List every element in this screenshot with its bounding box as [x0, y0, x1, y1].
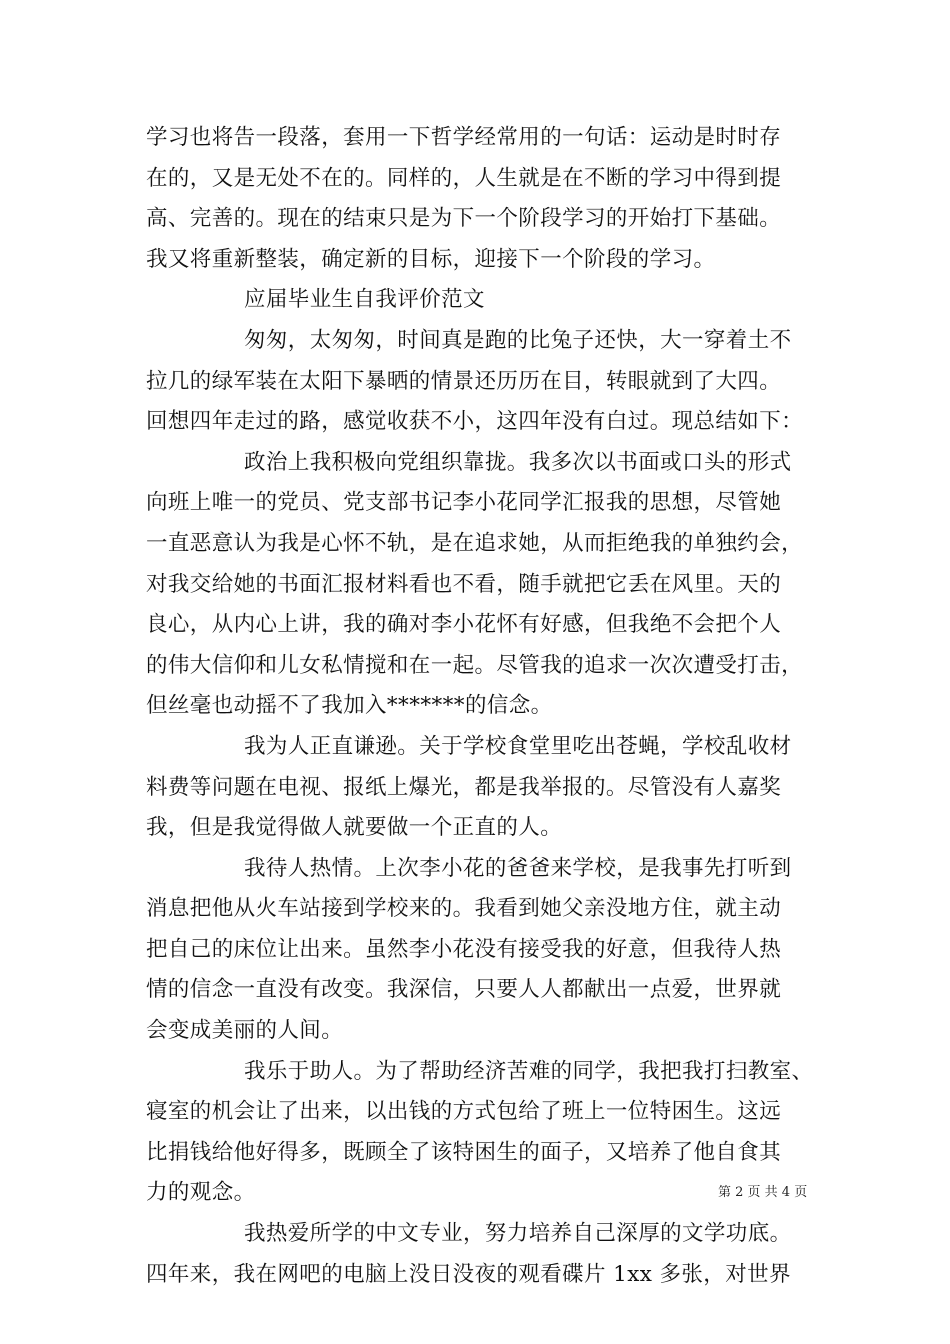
text-line: 向班上唯一的党员、党支部书记李小花同学汇报我的思想，尽管她	[146, 490, 782, 516]
text-line: 我又将重新整装，确定新的目标，迎接下一个阶段的学习。	[146, 246, 716, 272]
text-line: 会变成美丽的人间。	[146, 1018, 344, 1044]
text-line: 寝室的机会让了出来，以出钱的方式包给了班上一位特困生。这远	[146, 1099, 782, 1125]
text-line: 对我交给她的书面汇报材料看也不看，随手就把它丢在风里。天的	[146, 571, 782, 597]
text-line: 比捐钱给他好得多，既顾全了该特困生的面子，又培养了他自食其	[146, 1139, 782, 1165]
text-line: 高、完善的。现在的结束只是为下一个阶段学习的开始打下基础。	[146, 206, 782, 232]
document-body	[146, 118, 814, 1295]
text-line: 在的，又是无处不在的。同样的，人生就是在不断的学习中得到提	[146, 165, 782, 191]
text-line: 但丝毫也动摇不了我加入*******的信念。	[146, 693, 553, 719]
text-line: 匆匆，太匆匆，时间真是跑的比兔子还快，大一穿着土不	[244, 327, 792, 353]
text-line: 回想四年走过的路，感觉收获不小，这四年没有白过。现总结如下：	[146, 409, 804, 435]
text-line: 四年来，我在网吧的电脑上没日没夜的观看碟片 1xx 多张，对世界	[146, 1261, 791, 1287]
text-line: 的伟大信仰和儿女私情搅和在一起。尽管我的追求一次次遭受打击，	[146, 652, 804, 678]
text-line: 我待人热情。上次李小花的爸爸来学校，是我事先打听到	[244, 855, 792, 881]
text-line: 消息把他从火车站接到学校来的。我看到她父亲没地方住，就主动	[146, 896, 782, 922]
text-line: 我，但是我觉得做人就要做一个正直的人。	[146, 815, 563, 841]
text-line: 良心，从内心上讲，我的确对李小花怀有好感，但我绝不会把个人	[146, 612, 782, 638]
text-line: 拉几的绿军装在太阳下暴晒的情景还历历在目，转眼就到了大四。	[146, 368, 782, 394]
text-line: 我乐于助人。为了帮助经济苦难的同学，我把我打扫教室、	[244, 1058, 814, 1084]
text-line: 我热爱所学的中文专业，努力培养自己深厚的文学功底。	[244, 1221, 792, 1247]
text-line: 料费等问题在电视、报纸上爆光，都是我举报的。尽管没有人嘉奖	[146, 774, 782, 800]
text-line: 一直恶意认为我是心怀不轨，是在追求她，从而拒绝我的单独约会，	[146, 530, 804, 556]
text-line: 把自己的床位让出来。虽然李小花没有接受我的好意，但我待人热	[146, 936, 782, 962]
text-line: 政治上我积极向党组织靠拢。我多次以书面或口头的形式	[244, 449, 792, 475]
page-number-footer: 第 2 页 共 4 页	[718, 1185, 808, 1200]
text-line: 力的观念。	[146, 1180, 256, 1206]
text-line: 情的信念一直没有改变。我深信，只要人人都献出一点爱，世界就	[146, 977, 782, 1003]
section-heading: 应届毕业生自我评价范文	[244, 287, 485, 313]
text-line: 学习也将告一段落，套用一下哲学经常用的一句话：运动是时时存	[146, 125, 782, 150]
text-line: 我为人正直谦逊。关于学校食堂里吃出苍蝇，学校乱收材	[244, 733, 792, 759]
